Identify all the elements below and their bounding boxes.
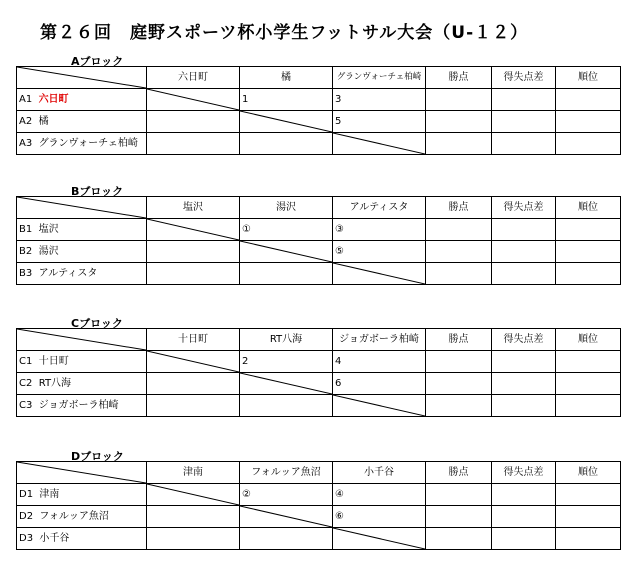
rank-cell <box>556 395 621 417</box>
block-label: Cブロック <box>71 317 123 330</box>
match-cell <box>240 133 333 155</box>
team-name: 塩沢 <box>38 223 59 235</box>
team-row <box>17 484 621 506</box>
rank-cell <box>556 506 621 528</box>
league-table <box>16 328 621 417</box>
goal-diff-header: 得失点差 <box>492 197 556 219</box>
goal-diff-cell <box>492 111 556 133</box>
team-header: フォルッア魚沼 <box>240 462 333 484</box>
self-match-cell <box>147 484 240 506</box>
self-match-cell <box>240 111 333 133</box>
team-name: 小千谷 <box>39 532 70 544</box>
block-label: Bブロック <box>71 185 124 198</box>
team-name: 津南 <box>39 488 60 500</box>
team-name: RT八海 <box>38 377 72 389</box>
team-header: 小千谷 <box>333 462 426 484</box>
team-name: ジョガボーラ柏崎 <box>38 399 119 411</box>
corner-cell <box>17 329 147 351</box>
goal-diff-cell <box>492 373 556 395</box>
rank-cell <box>556 133 621 155</box>
team-row <box>17 528 621 550</box>
match-cell <box>147 263 240 285</box>
team-name: アルティスタ <box>38 267 98 279</box>
goal-diff-cell <box>492 241 556 263</box>
team-header: 十日町 <box>147 329 240 351</box>
match-cell: ① <box>240 219 333 241</box>
goal-diff-header: 得失点差 <box>492 67 556 89</box>
team-row <box>17 219 621 241</box>
points-cell <box>426 395 492 417</box>
team-header: ジョガボーラ柏崎 <box>333 329 426 351</box>
self-match-cell <box>240 373 333 395</box>
match-cell <box>147 241 240 263</box>
row-team-name <box>17 506 147 528</box>
points-cell <box>426 373 492 395</box>
row-team-name <box>17 528 147 550</box>
team-header: 津南 <box>147 462 240 484</box>
rank-cell <box>556 373 621 395</box>
row-team-name <box>17 219 147 241</box>
team-header: 塩沢 <box>147 197 240 219</box>
goal-diff-cell <box>492 506 556 528</box>
points-cell <box>426 484 492 506</box>
rank-cell <box>556 219 621 241</box>
row-team-name <box>17 351 147 373</box>
rank-cell <box>556 351 621 373</box>
corner-cell <box>17 462 147 484</box>
row-label: D1 <box>19 488 34 500</box>
rank-cell <box>556 263 621 285</box>
league-table <box>16 66 621 155</box>
goal-diff-cell <box>492 528 556 550</box>
team-row <box>17 241 621 263</box>
self-match-cell <box>333 395 426 417</box>
match-cell: ⑥ <box>333 506 426 528</box>
team-name: 湯沢 <box>38 245 59 257</box>
row-team-name <box>17 133 147 155</box>
goal-diff-cell <box>492 219 556 241</box>
rank-header: 順位 <box>556 67 621 89</box>
points-cell <box>426 351 492 373</box>
row-label: A2 <box>19 115 33 127</box>
team-header: 六日町 <box>147 67 240 89</box>
page-title: 第２６回 庭野スポーツ杯小学生フットサル大会（U-１２） <box>40 23 529 43</box>
rank-cell <box>556 241 621 263</box>
row-label: C3 <box>19 399 33 411</box>
team-name: 十日町 <box>38 355 69 367</box>
league-table <box>16 196 621 285</box>
team-name: フォルッア魚沼 <box>39 510 109 522</box>
rank-cell <box>556 111 621 133</box>
row-team-name <box>17 373 147 395</box>
self-match-cell <box>333 263 426 285</box>
row-label: B3 <box>19 267 33 279</box>
match-cell <box>147 506 240 528</box>
team-name: グランヴォーチェ柏崎 <box>38 137 138 149</box>
team-row <box>17 373 621 395</box>
row-label: D2 <box>19 510 34 522</box>
row-team-name <box>17 395 147 417</box>
team-row <box>17 506 621 528</box>
match-cell <box>147 111 240 133</box>
points-cell <box>426 241 492 263</box>
header-row <box>17 197 621 219</box>
goal-diff-cell <box>492 395 556 417</box>
rank-cell <box>556 89 621 111</box>
row-team-name <box>17 111 147 133</box>
team-row <box>17 111 621 133</box>
match-cell <box>147 133 240 155</box>
points-cell <box>426 89 492 111</box>
team-header: グランヴォーチェ柏崎 <box>333 67 426 89</box>
self-match-cell <box>147 89 240 111</box>
points-cell <box>426 111 492 133</box>
points-cell <box>426 263 492 285</box>
match-cell: ② <box>240 484 333 506</box>
team-row <box>17 263 621 285</box>
team-row <box>17 351 621 373</box>
self-match-cell <box>333 133 426 155</box>
corner-cell <box>17 67 147 89</box>
match-cell: ⑤ <box>333 241 426 263</box>
points-cell <box>426 133 492 155</box>
block-label: Dブロック <box>71 450 124 463</box>
team-name: 橘 <box>38 115 49 127</box>
self-match-cell <box>333 528 426 550</box>
points-header: 勝点 <box>426 329 492 351</box>
match-cell <box>240 263 333 285</box>
goal-diff-cell <box>492 351 556 373</box>
row-team-name <box>17 484 147 506</box>
row-label: B2 <box>19 245 33 257</box>
team-row <box>17 89 621 111</box>
goal-diff-cell <box>492 484 556 506</box>
points-header: 勝点 <box>426 67 492 89</box>
match-cell: 6 <box>333 373 426 395</box>
team-name: 六日町 <box>38 93 69 105</box>
rank-header: 順位 <box>556 462 621 484</box>
header-row <box>17 329 621 351</box>
league-table <box>16 461 621 550</box>
goal-diff-cell <box>492 89 556 111</box>
self-match-cell <box>240 241 333 263</box>
points-cell <box>426 528 492 550</box>
points-header: 勝点 <box>426 462 492 484</box>
team-header: RT八海 <box>240 329 333 351</box>
match-cell: 2 <box>240 351 333 373</box>
match-cell: 3 <box>333 89 426 111</box>
points-cell <box>426 219 492 241</box>
rank-cell <box>556 484 621 506</box>
team-row <box>17 395 621 417</box>
row-label: B1 <box>19 223 33 235</box>
self-match-cell <box>147 351 240 373</box>
row-team-name <box>17 241 147 263</box>
row-label: C2 <box>19 377 33 389</box>
row-label: C1 <box>19 355 33 367</box>
match-cell: 1 <box>240 89 333 111</box>
row-label: D3 <box>19 532 34 544</box>
row-label: A3 <box>19 137 33 149</box>
match-cell <box>147 373 240 395</box>
header-row <box>17 67 621 89</box>
block-label: Aブロック <box>71 55 124 68</box>
team-header: アルティスタ <box>333 197 426 219</box>
points-header: 勝点 <box>426 197 492 219</box>
match-cell: 5 <box>333 111 426 133</box>
row-team-name <box>17 89 147 111</box>
self-match-cell <box>240 506 333 528</box>
goal-diff-header: 得失点差 <box>492 329 556 351</box>
rank-header: 順位 <box>556 197 621 219</box>
match-cell: 4 <box>333 351 426 373</box>
match-cell <box>240 528 333 550</box>
match-cell: ④ <box>333 484 426 506</box>
row-team-name <box>17 263 147 285</box>
team-row <box>17 133 621 155</box>
rank-cell <box>556 528 621 550</box>
match-cell: ③ <box>333 219 426 241</box>
match-cell <box>147 395 240 417</box>
match-cell <box>240 395 333 417</box>
goal-diff-cell <box>492 133 556 155</box>
goal-diff-cell <box>492 263 556 285</box>
match-cell <box>147 528 240 550</box>
self-match-cell <box>147 219 240 241</box>
rank-header: 順位 <box>556 329 621 351</box>
corner-cell <box>17 197 147 219</box>
team-header: 湯沢 <box>240 197 333 219</box>
points-cell <box>426 506 492 528</box>
row-label: A1 <box>19 93 33 105</box>
team-header: 橘 <box>240 67 333 89</box>
goal-diff-header: 得失点差 <box>492 462 556 484</box>
header-row <box>17 462 621 484</box>
